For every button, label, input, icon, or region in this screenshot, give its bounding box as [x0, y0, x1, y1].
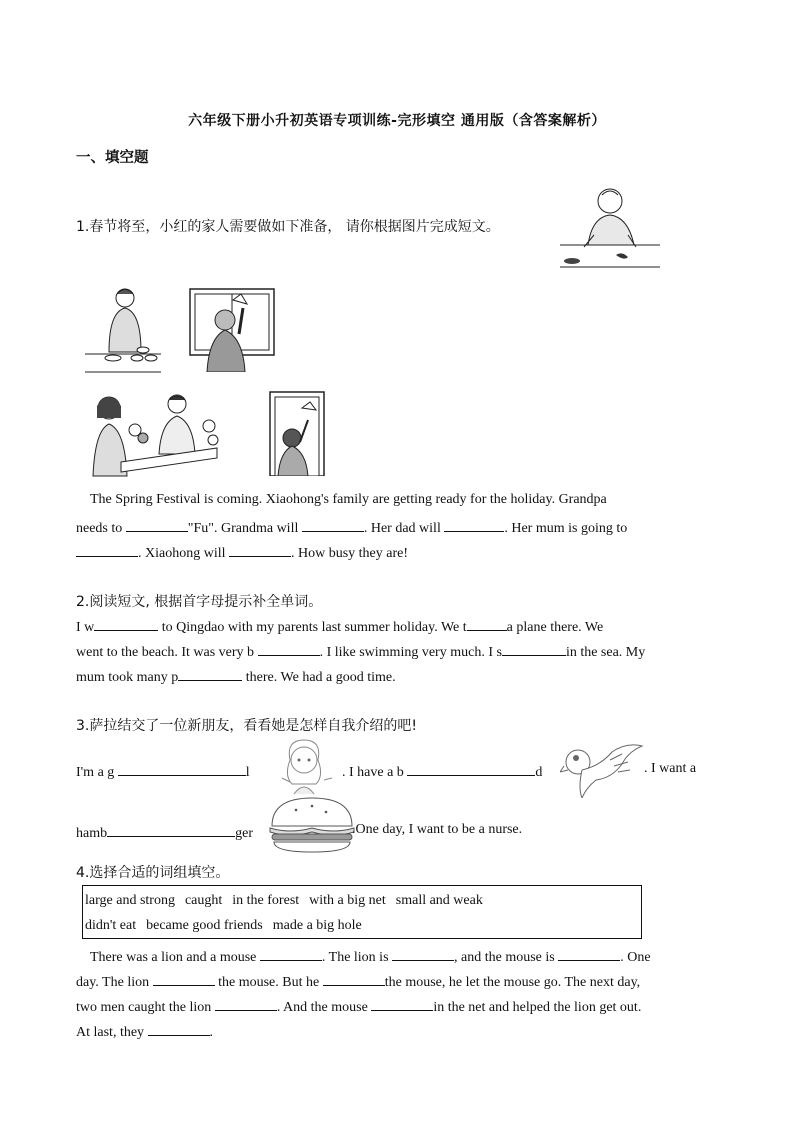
q4-text: At last, they	[76, 1025, 148, 1040]
q4-text: day. The lion	[76, 975, 153, 990]
answer-blank[interactable]	[126, 517, 188, 532]
word-bank-row	[85, 918, 362, 934]
q1-heading: 1.春节将至，小红的家人需要做如下准备， 请你根据图片完成短文。	[76, 219, 500, 235]
q4-text: , and the mouse is	[454, 950, 559, 965]
q2-text: I w	[76, 620, 95, 635]
q4-line4	[76, 1021, 213, 1041]
q2-text: mum took many p	[76, 670, 179, 685]
q1-text: . Her dad will	[363, 521, 445, 536]
answer-blank[interactable]	[323, 971, 385, 986]
q2-text: in the sea. My	[565, 645, 646, 660]
q4-line1	[90, 946, 651, 966]
answer-blank[interactable]	[558, 946, 620, 961]
dad-cooking-illustration	[85, 284, 161, 374]
answer-blank[interactable]	[94, 616, 158, 631]
q1-text: . Her mum is going to	[504, 521, 628, 536]
q3-line1c: . I want a	[644, 761, 697, 776]
q2-text: there. We had a good time.	[242, 670, 396, 685]
grandma-cleaning-window-illustration	[189, 288, 275, 372]
q4-text: . The lion is	[321, 950, 393, 965]
q4-line3	[76, 996, 641, 1016]
q3-line1b	[342, 761, 542, 781]
q3-line2b: .One day, I want to be a nurse.	[352, 822, 523, 837]
word-option: with a big net	[309, 893, 386, 908]
answer-blank[interactable]	[392, 946, 454, 961]
q2-heading: 2.阅读短文, 根据首字母提示补全单词。	[76, 594, 323, 610]
q2-text: to Qingdao with my parents last summer holiday. We t	[158, 620, 467, 635]
q4-text: There was a lion and a mouse	[90, 950, 260, 965]
answer-blank[interactable]	[502, 641, 566, 656]
word-option: caught	[184, 893, 223, 908]
xiaohong-sticking-fu-illustration	[268, 390, 326, 476]
answer-blank[interactable]	[371, 996, 433, 1011]
q4-text: . One	[620, 950, 651, 965]
q2-line1	[76, 616, 603, 636]
q3-text: l	[245, 765, 250, 780]
q1-line2	[76, 517, 627, 537]
page-title: 六年级下册小升初英语专项训练-完形填空 通用版（含答案解析）	[188, 113, 606, 129]
word-option: in the forest	[232, 893, 300, 908]
mum-buying-flowers-illustration	[81, 390, 221, 478]
q2-text: a plane there. We	[506, 620, 604, 635]
answer-blank[interactable]	[76, 542, 138, 557]
word-option: made a big hole	[272, 918, 362, 933]
answer-blank[interactable]	[467, 616, 507, 631]
q1-text: . Xiaohong will	[138, 546, 229, 561]
answer-blank[interactable]	[302, 517, 364, 532]
q3-text: . I have a b	[342, 765, 408, 780]
answer-blank[interactable]	[118, 761, 246, 776]
q3-heading: 3.萨拉结交了一位新朋友，看看她是怎样自我介绍的吧!	[76, 718, 417, 734]
q4-text: the mouse. But he	[214, 975, 323, 990]
q2-text: went to the beach. It was very b	[76, 645, 258, 660]
q4-line2	[76, 971, 640, 991]
answer-blank[interactable]	[215, 996, 277, 1011]
girl-illustration	[276, 738, 338, 796]
word-bank-box	[82, 885, 642, 939]
q3-text: I'm a g	[76, 765, 118, 780]
word-bank-row	[85, 893, 483, 909]
answer-blank[interactable]	[444, 517, 504, 532]
q3-text: d	[535, 765, 543, 780]
q2-line3	[76, 666, 396, 686]
q4-text: the mouse, he let the mouse go. The next day,	[384, 975, 641, 990]
answer-blank[interactable]	[229, 542, 291, 557]
answer-blank[interactable]	[178, 666, 242, 681]
word-option: became good friends	[146, 918, 263, 933]
q4-text: in the net and helped the lion get out.	[433, 1000, 642, 1015]
q3-line2	[76, 822, 253, 842]
section-heading: 一、填空题	[76, 150, 149, 166]
bird-illustration	[560, 740, 644, 798]
answer-blank[interactable]	[148, 1021, 210, 1036]
q4-heading: 4.选择合适的词组填空。	[76, 865, 230, 881]
q4-text: two men caught the lion	[76, 1000, 215, 1015]
word-option: small and weak	[395, 893, 483, 908]
answer-blank[interactable]	[258, 641, 320, 656]
q3-line1	[76, 761, 250, 781]
q3-text: hamb	[76, 826, 108, 841]
answer-blank[interactable]	[260, 946, 322, 961]
word-option: large and strong	[85, 893, 175, 908]
q2-line2	[76, 641, 645, 661]
q1-text: . How busy they are!	[291, 546, 409, 561]
answer-blank[interactable]	[153, 971, 215, 986]
q4-text: . And the mouse	[276, 1000, 372, 1015]
q4-text: .	[209, 1025, 214, 1040]
answer-blank[interactable]	[407, 761, 535, 776]
q3-text: ger	[235, 826, 253, 841]
q1-text: needs to	[76, 521, 126, 536]
q2-text: . I like swimming very much. I s	[319, 645, 502, 660]
q1-line3	[76, 542, 408, 562]
q1-text: "Fu". Grandma will	[187, 521, 302, 536]
hamburger-illustration	[266, 796, 356, 854]
word-option: didn't eat	[85, 918, 137, 933]
q1-line1: The Spring Festival is coming. Xiaohong's family are getting ready for the holiday. Grandpa	[90, 492, 607, 507]
grandpa-writing-illustration	[558, 183, 662, 269]
answer-blank[interactable]	[107, 822, 235, 837]
